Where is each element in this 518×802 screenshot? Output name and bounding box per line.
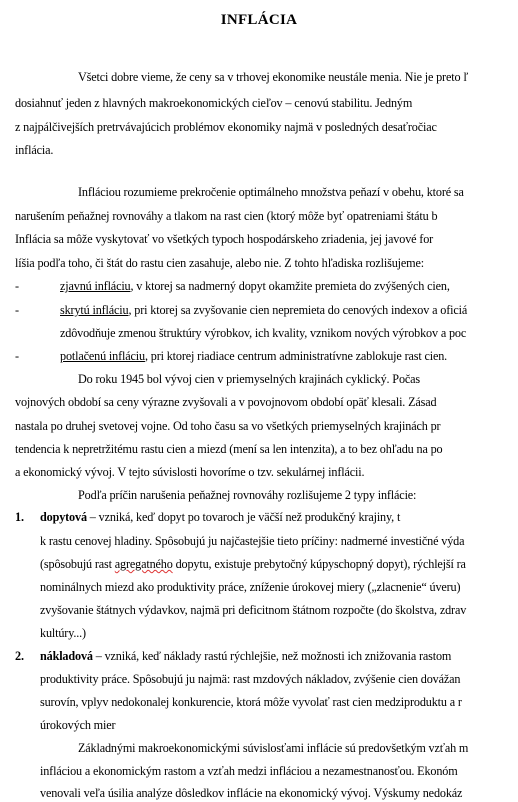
type-2-first-line: nákladová – vzniká, keď náklady rastú rýchlejšie, než možnosti ich znižovania rastom — [40, 649, 452, 663]
type-1-line: k rastu cenovej hladiny. Spôsobujú ju najčastejšie tieto príčiny: nadmerné investičné výda — [40, 534, 465, 548]
type-1-line: nominálnych miezd ako produktivity práce, zníženie úrokovej miery („zlacnenie“ úveru) — [40, 580, 461, 594]
paragraph-4-line: Podľa príčin narušenia peňažnej rovnováhy rozlišujeme 2 typy inflácie: — [78, 488, 417, 502]
type-1-line: zvyšovanie štátnych výdavkov, najmä pri deficitnom štátnom rozpočte (do školstva, zdrav — [40, 603, 467, 617]
paragraph-2-line: Infláciou rozumieme prekročenie optimálneho množstva peňazí v obehu, ktoré sa — [78, 185, 464, 199]
document-title: INFLÁCIA — [220, 12, 298, 28]
bullet-item-skryta — [60, 303, 467, 317]
type-1-line: (spôsobujú rast agregatného dopytu, existuje prebytočný kúpyschopný dopyt), rýchlejší ra — [40, 557, 466, 571]
paragraph-2-line: narušením peňažnej rovnováhy a tlakom na rast cien (ktorý môže byť opatreniami štátu b — [15, 209, 438, 223]
type-1-term: dopytová — [40, 510, 87, 524]
paragraph-2-line: líšia podľa toho, či štát do rastu cien zasahuje, alebo nie. Z tohto hľadiska rozlišujeme: — [15, 256, 424, 270]
bullet-continuation: zdôvodňuje zmenou štruktúry výrobkov, ich kvality, vznikom nových výrobkov a poc — [60, 326, 467, 340]
type-2-line: úrokových mier — [40, 718, 116, 732]
paragraph-5-line: infláciou a ekonomickým rastom a vzťah medzi infláciou a nezamestnanosťou. Ekonóm — [40, 764, 458, 778]
bullet-term: potlačenú infláciu — [60, 349, 145, 363]
paragraph-3-line: Do roku 1945 bol vývoj cien v priemyselných krajinách cyklický. Počas — [78, 372, 420, 386]
bullet-text: , v ktorej sa nadmerný dopyt okamžite premieta do zvýšených cien, — [130, 279, 450, 293]
bullet-text: , pri ktorej sa zvyšovanie cien nepremieta do cenových indexov a oficiá — [128, 303, 468, 317]
paragraph-3-line: nastala po druhej svetovej vojne. Od toho času sa vo všetkých priemyselných krajinách pr — [15, 419, 441, 433]
paragraph-1-line: Všetci dobre vieme, že ceny sa v trhovej ekonomike neustále menia. Nie je preto ľ — [78, 70, 469, 84]
paragraph-1-line: inflácia. — [15, 143, 54, 157]
bullet-item-zjavna — [60, 279, 450, 293]
type-2-line: produktivity práce. Spôsobujú ju najmä: rast mzdových nákladov, zvýšenie cien dovážan — [40, 672, 461, 686]
bullet-term: skrytú infláciu — [60, 303, 129, 317]
type-1-number: 1. — [15, 510, 24, 524]
type-1-first-line: dopytová – vzniká, keď dopyt po tovaroch je väčší než produkčný krajiny, t — [40, 510, 401, 524]
paragraph-5-line: Základnými makroekonomickými súvislosťami inflácie sú predovšetkým vzťah m — [78, 741, 469, 755]
bullet-term: zjavnú infláciu — [60, 279, 131, 293]
type-2-term: nákladová — [40, 649, 93, 663]
paragraph-2-line: Inflácia sa môže vyskytovať vo všetkých typoch hospodárskeho zriadenia, jej javové for — [15, 232, 434, 246]
type-1-line: kultúry...) — [40, 626, 86, 640]
paragraph-1-line: z najpálčivejších pretrvávajúcich problémov ekonomiky najmä v posledných desaťročiac — [15, 120, 437, 134]
paragraph-5-line: venovali veľa úsilia analýze dôsledkov inflácie na ekonomický vývoj. Výskumy nedokáz — [40, 786, 463, 800]
paragraph-3-line: vojnových období sa ceny výrazne zvyšovali a v povojnovom období opäť klesali. Zásad — [15, 395, 437, 409]
paragraph-3-line: a ekonomický vývoj. V tejto súvislosti hovoríme o tzv. sekulárnej inflácii. — [15, 465, 365, 479]
bullet-item-potlacena — [60, 349, 447, 363]
paragraph-3-line: tendencia k nepretržitému rastu cien a miezd (mení sa len intenzita), a to bez ohľadu na po — [15, 442, 443, 456]
type-2-number: 2. — [15, 649, 24, 663]
type-2-line: surovín, vplyv nedokonalej konkurencie, ktorá môže vyvolať rast cien medziproduktu a r — [40, 695, 462, 709]
bullet-marker: - — [15, 349, 19, 363]
bullet-marker: - — [15, 279, 19, 293]
spellcheck-word: agregatného — [114, 557, 173, 571]
bullet-text: , pri ktorej riadiace centrum administratívne zablokuje rast cien. — [144, 349, 448, 363]
bullet-marker: - — [15, 303, 19, 317]
paragraph-1-line: dosiahnuť jeden z hlavných makroekonomických cieľov – cenovú stabilitu. Jedným — [15, 96, 413, 110]
